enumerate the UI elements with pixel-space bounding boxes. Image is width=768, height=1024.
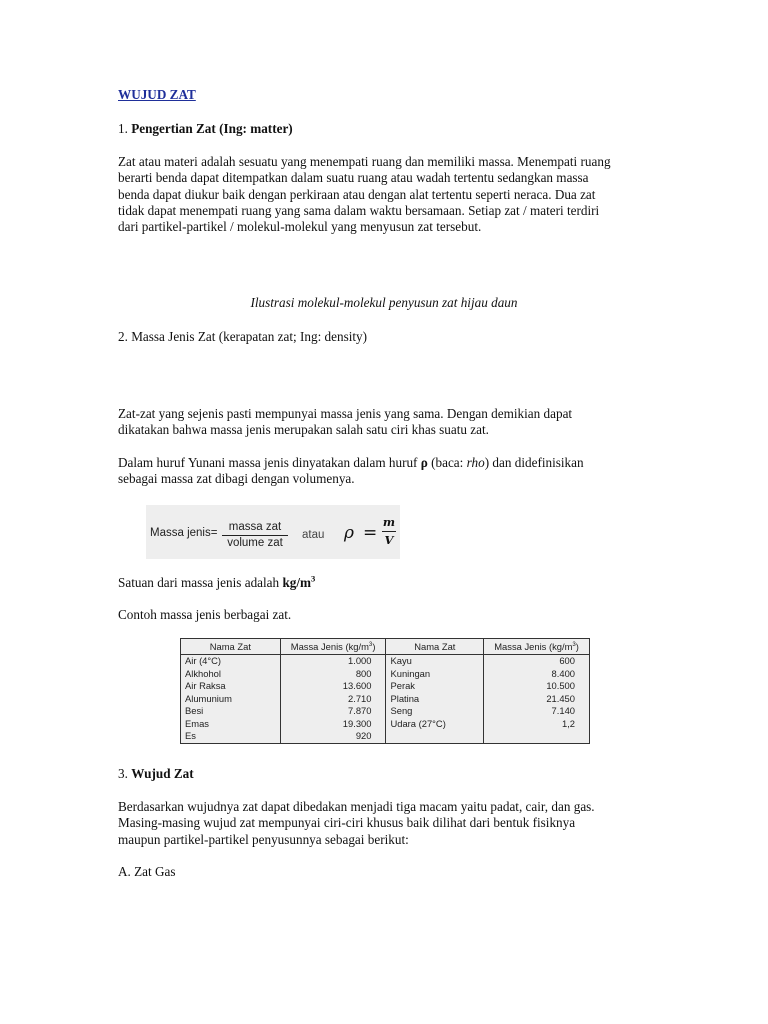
table-row: Alumunium 2.710 Platina 21.450 <box>181 693 590 706</box>
figure-caption: Ilustrasi molekul-molekul penyusun zat hijau daun <box>250 295 518 310</box>
table-row: Emas 19.300 Udara (27°C) 1,2 <box>181 718 590 731</box>
density-table <box>180 638 590 744</box>
section-1-paragraph: Zat atau materi adalah sesuatu yang menempati ruang dan memiliki massa. Menempati ruang berarti benda dapat ditempatkan dalam suatu ruang atau wadah tertentu sedangkan massa benda dapat diukur baik dengan perkiraan atau dengan alat tertentu seperti neraca. Dua zat tidak dapat menempati ruang yang sama dalam waktu bersamaan. Setiap zat / materi terdiri dari partikel-partikel / molekul-molekul yang menyusun zat tersebut. <box>118 154 611 235</box>
table-row: Air Raksa 13.600 Perak 10.500 <box>181 680 590 693</box>
section-1-heading: 1. Pengertian Zat (Ing: matter) <box>118 121 293 136</box>
page-title[interactable]: WUJUD ZAT <box>118 87 196 102</box>
section-2-paragraph-2: Dalam huruf Yunani massa jenis dinyatakan dalam huruf ρ (baca: rho) dan didefinisikan sebagai massa zat dibagi dengan volumenya. <box>118 455 584 487</box>
formula-atau: atau <box>302 529 325 541</box>
column-header: Massa Jenis $(kg/m^3)$ <box>484 639 590 655</box>
formula-label: Massa jenis= <box>150 527 218 539</box>
table-row: Es 920 <box>181 730 590 743</box>
formula-equals: = <box>363 523 378 543</box>
unit-line: Satuan dari massa jenis adalah $kg/m^3$ <box>118 573 316 590</box>
column-header: Nama Zat <box>181 639 281 655</box>
density-formula <box>146 505 400 559</box>
subsection-heading: A. Zat Gas <box>118 864 176 879</box>
example-line: Contoh massa jenis berbagai zat. <box>118 607 292 622</box>
formula-rho: ρ <box>344 523 354 543</box>
section-3-paragraph: Berdasarkan wujudnya zat dapat dibedakan menjadi tiga macam yaitu padat, cair, dan gas. Masing-masing wujud zat mempunyai ciri-ciri khusus baik dilihat dari bentuk fisiknya maupun partikel-partikel penyusunnya sebagai berikut: <box>118 799 595 847</box>
table-header-row <box>181 639 590 655</box>
table-row: Alkhohol 800 Kuningan 8.400 <box>181 668 590 681</box>
section-2-heading: 2. Massa Jenis Zat (kerapatan zat; Ing: density) <box>118 329 368 344</box>
formula-fraction: massa zat volume zat <box>222 521 288 550</box>
column-header: Nama Zat <box>386 639 484 655</box>
table-row: Besi 7.870 Seng 7.140 <box>181 705 590 718</box>
formula-m-over-v: m V <box>382 515 396 547</box>
table-row: Air (4°C) 1.000 Kayu 600 <box>181 655 590 668</box>
column-header: Massa Jenis $(kg/m^3)$ <box>280 639 386 655</box>
section-3-heading: 3. Wujud Zat <box>118 766 194 781</box>
section-2-paragraph-1: Zat-zat yang sejenis pasti mempunyai massa jenis yang sama. Dengan demikian dapat dikatakan bahwa massa jenis merupakan salah satu ciri khas suatu zat. <box>118 406 573 438</box>
